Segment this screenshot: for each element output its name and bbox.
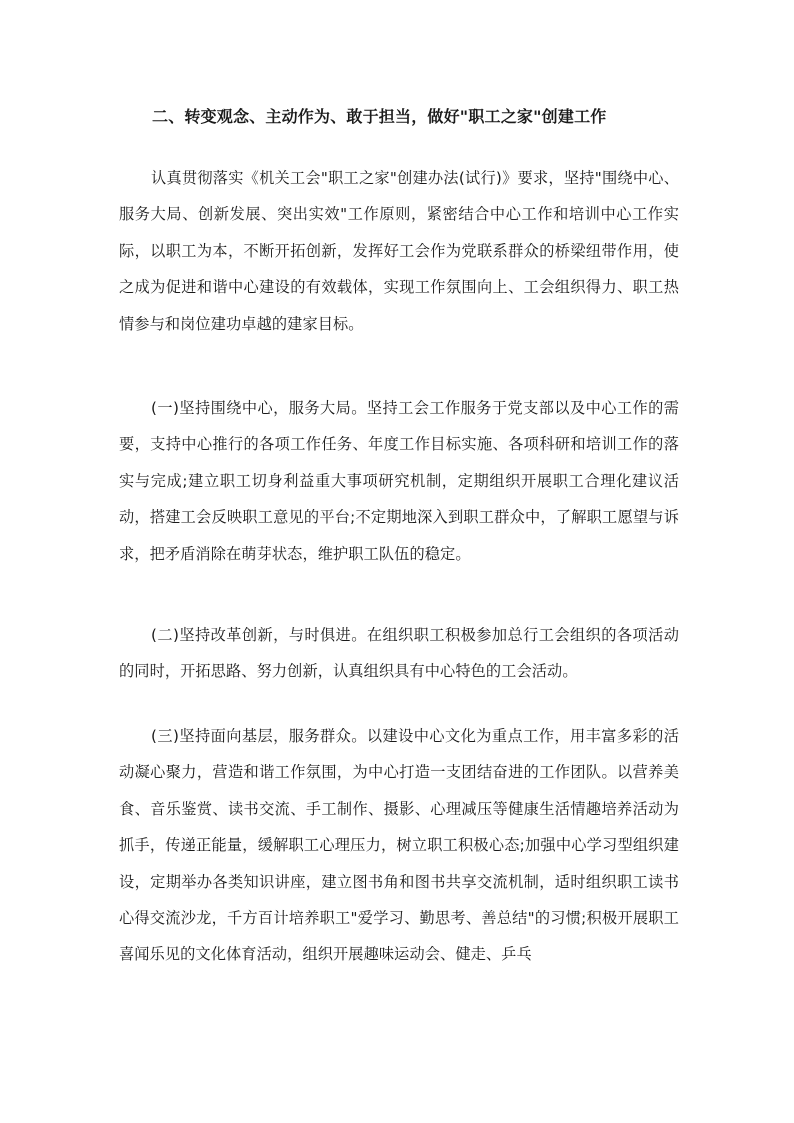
paragraph-item-1: (一)坚持围绕中心，服务大局。坚持工会工作服务于党支部以及中心工作的需要，支持中心推行的各项工作任务、年度工作目标实施、各项科研和培训工作的落实与完成;建立职工切身利益重大事项研究机制，定期组织开展职工合理化建议活动，搭建工会反映职工意见的平台;不定期地深入到职工群众中，了解职工愿望与诉求，把矛盾消除在萌芽状态，维护职工队伍的稳定。 (119, 399, 679, 563)
section-heading: 二、转变观念、主动作为、敢于担当，做好"职工之家"创建工作 (152, 107, 607, 126)
paragraph-item-2: (二)坚持改革创新，与时俱进。在组织职工积极参加总行工会组织的各项活动的同时，开拓思路、努力创新，认真组织具有中心特色的工会活动。 (119, 626, 679, 681)
paragraph-item-3: (三)坚持面向基层，服务群众。以建设中心文化为重点工作，用丰富多彩的活动凝心聚力，营造和谐工作氛围，为中心打造一支团结奋进的工作团队。以营养美食、音乐鉴赏、读书交流、手工制作、摄影、心理减压等健康生活情趣培养活动为抓手，传递正能量，缓解职工心理压力，树立职工积极心态;加强中心学习型组织建设，定期举办各类知识讲座，建立图书角和图书共享交流机制，适时组织职工读书心得交流沙龙，千方百计培养职工"爱学习、勤思考、善总结"的习惯;积极开展职工喜闻乐见的文化体育活动，组织开展趣味运动会、健走、乒乓 (119, 727, 679, 964)
paragraph-intro: 认真贯彻落实《机关工会"职工之家"创建办法(试行)》要求，坚持"围绕中心、服务大局、创新发展、突出实效"工作原则，紧密结合中心工作和培训中心工作实际，以职工为本，不断开拓创新，发挥好工会作为党联系群众的桥梁纽带作用，使之成为促进和谐中心建设的有效载体，实现工作氛围向上、工会组织得力、职工热情参与和岗位建功卓越的建家目标。 (119, 169, 679, 333)
